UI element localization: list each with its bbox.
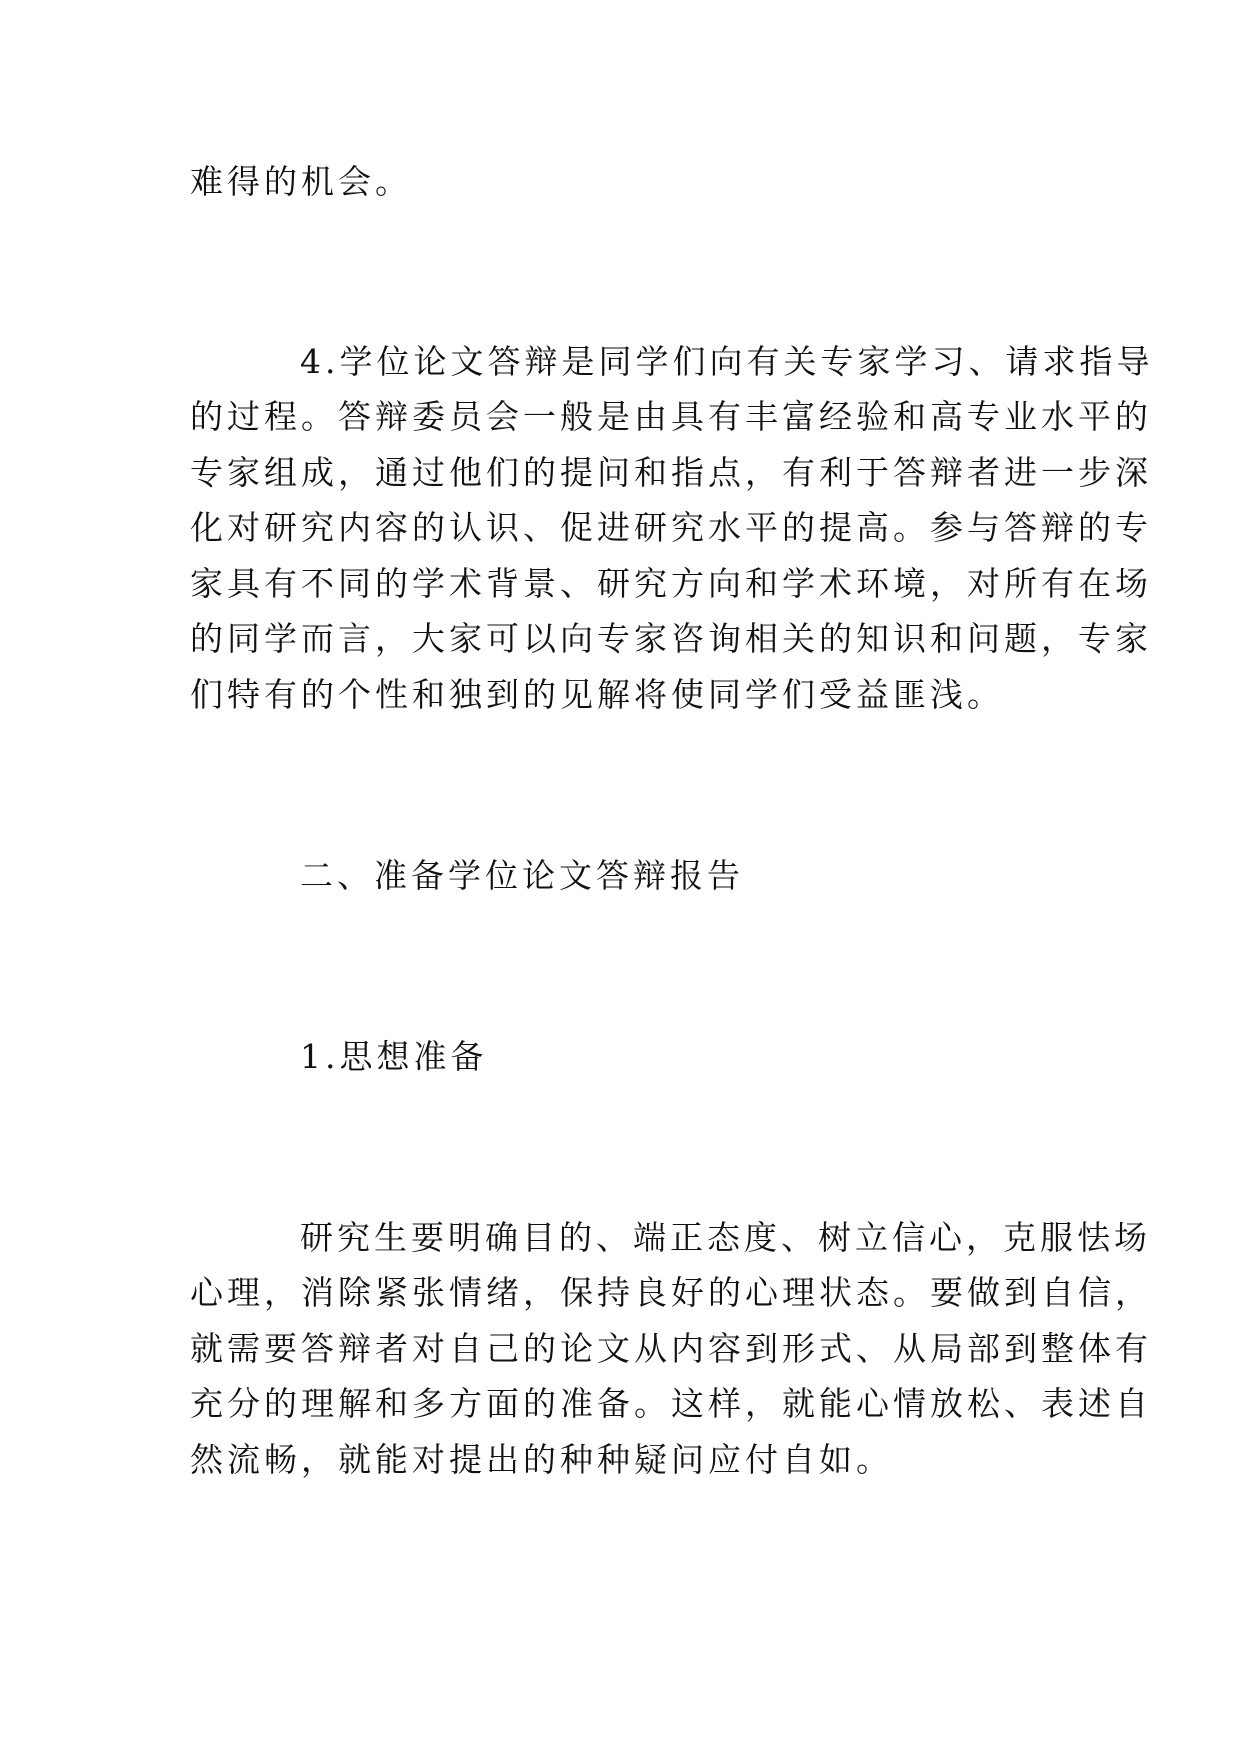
paragraph-5-line-5: 然流畅，就能对提出的种种疑问应付自如。	[190, 1440, 893, 1479]
subsection-heading: 1.思想准备	[300, 1037, 488, 1076]
paragraph-5-line-4: 充分的理解和多方面的准备。这样，就能心情放松、表述自	[190, 1384, 1152, 1423]
paragraph-4-line-6: 的同学而言，大家可以向专家咨询相关的知识和问题，专家	[190, 619, 1152, 658]
paragraph-4-line-3: 专家组成，通过他们的提问和指点，有利于答辩者进一步深	[190, 453, 1152, 492]
paragraph-4-line-7: 们特有的个性和独到的见解将使同学们受益匪浅。	[190, 675, 1004, 714]
paragraph-4-line-5: 家具有不同的学术背景、研究方向和学术环境，对所有在场	[190, 564, 1152, 603]
paragraph-5-line-3: 就需要答辩者对自己的论文从内容到形式、从局部到整体有	[190, 1329, 1152, 1368]
section-heading: 二、准备学位论文答辩报告	[300, 856, 744, 895]
paragraph-5-line-2: 心理，消除紧张情绪，保持良好的心理状态。要做到自信，	[190, 1273, 1152, 1312]
paragraph-3-end: 难得的机会。	[190, 162, 412, 201]
paragraph-5-line-1: 研究生要明确目的、端正态度、树立信心，克服怯场	[300, 1218, 1151, 1257]
paragraph-4-line-1: 4.学位论文答辩是同学们向有关专家学习、请求指导	[300, 342, 1154, 381]
paragraph-4-line-2: 的过程。答辩委员会一般是由具有丰富经验和高专业水平的	[190, 397, 1152, 436]
paragraph-4-line-4: 化对研究内容的认识、促进研究水平的提高。参与答辩的专	[190, 508, 1152, 547]
